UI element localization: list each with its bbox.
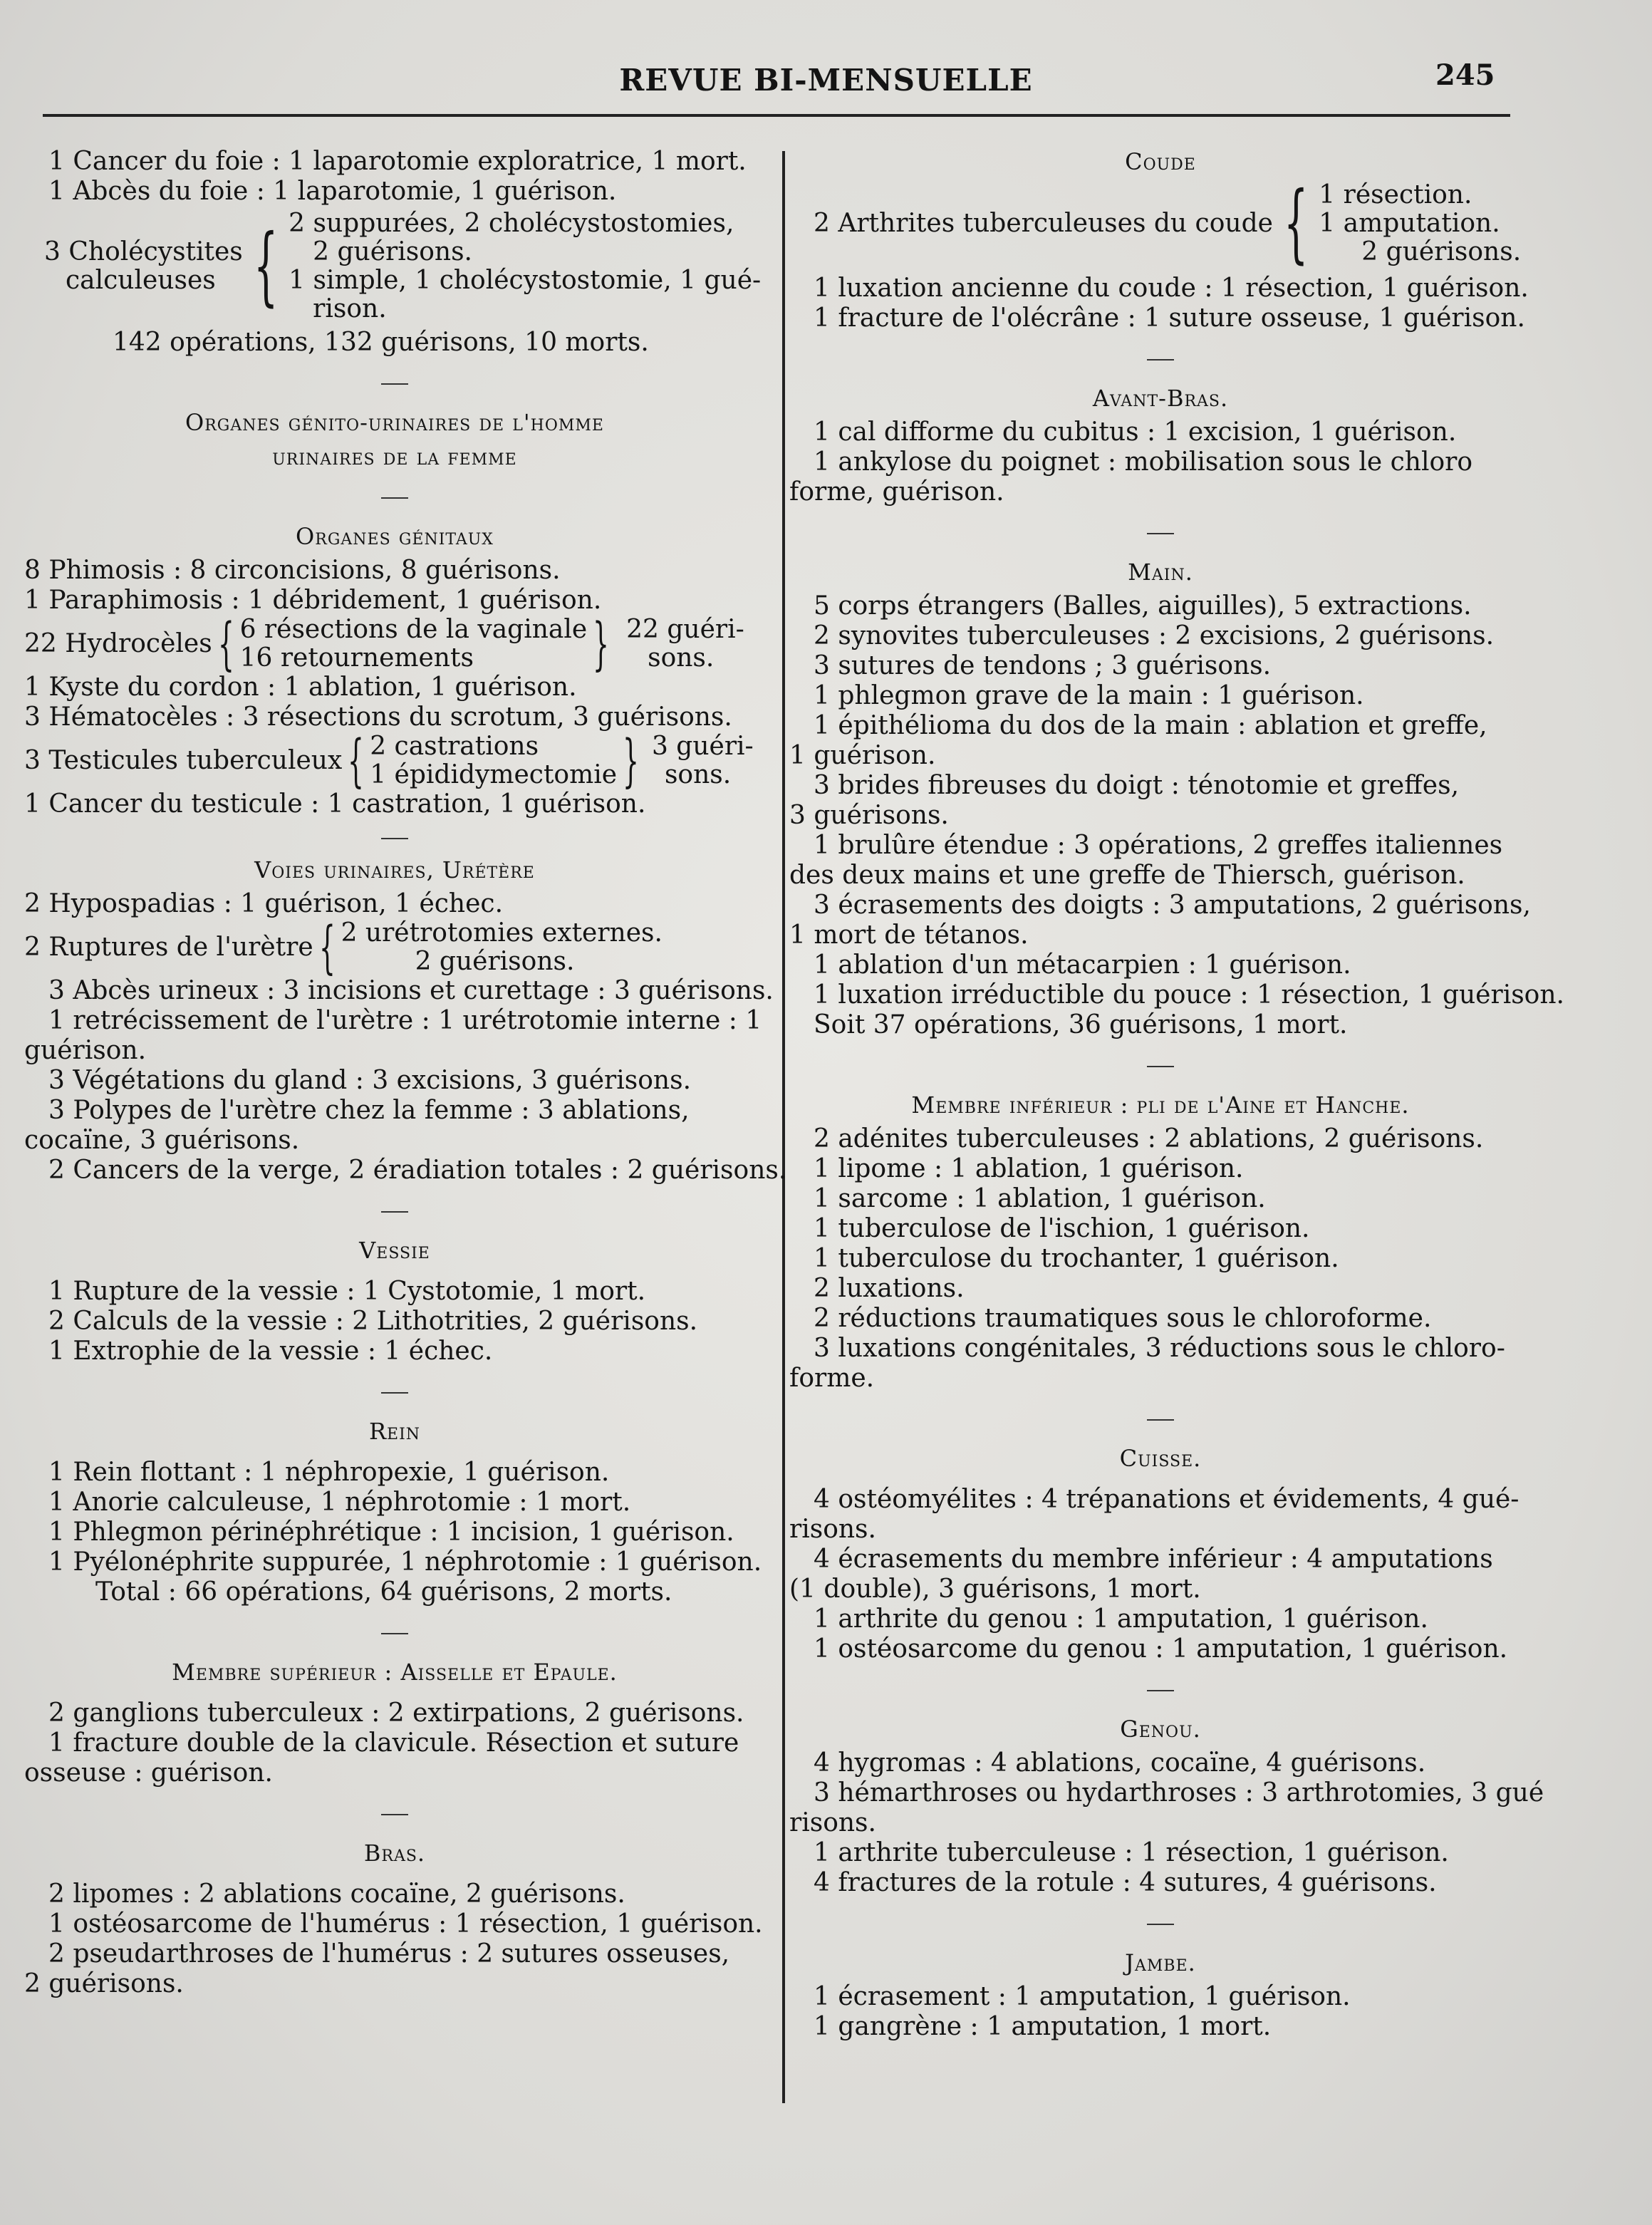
group-item: 6 résections de la vaginale <box>239 615 588 644</box>
entry-line: 1 mort de tétanos. <box>789 920 1029 950</box>
group-item: 2 guérisons. <box>415 947 575 976</box>
brace-glyph: } <box>593 611 610 677</box>
group-label: calculeuses <box>66 266 216 295</box>
brace-glyph: { <box>217 611 234 677</box>
entry-line: 3 Polypes de l'urètre chez la femme : 3 ablations, <box>48 1096 690 1125</box>
group-item: 2 castrations <box>370 732 539 761</box>
entry-line: 2 guérisons. <box>24 1969 184 1998</box>
section-total: Total : 66 opérations, 64 guérisons, 2 morts. <box>95 1577 672 1607</box>
entry-line: 3 Hématocèles : 3 résections du scrotum, 3 guérisons. <box>24 702 732 732</box>
page-number: 245 <box>1435 58 1495 92</box>
testicle-group <box>24 727 765 794</box>
entry-line: 1 sarcome : 1 ablation, 1 guérison. <box>814 1184 1266 1213</box>
section-heading: urinaires de la femme <box>272 443 517 470</box>
section-heading: Jambe. <box>1125 1949 1196 1976</box>
brace-glyph: { <box>318 914 336 980</box>
entry-line: 1 luxation ancienne du coude : 1 résection, 1 guérison. <box>814 274 1529 303</box>
group-item: 1 épididymectomie <box>370 760 618 789</box>
entry-line: 2 pseudarthroses de l'humérus : 2 sutures osseuses, <box>48 1939 730 1969</box>
entry-line: 1 fracture de l'olécrâne : 1 suture osseuse, 1 guérison. <box>814 304 1525 333</box>
group-item: 2 guérisons. <box>1361 237 1522 266</box>
entry-line: 3 Végétations du gland : 3 excisions, 3 guérisons. <box>48 1066 692 1095</box>
brace-glyph: { <box>1283 174 1309 273</box>
entry-line: 8 Phimosis : 8 circoncisions, 8 guérisons. <box>24 556 561 585</box>
brace-glyph: { <box>348 727 365 794</box>
section-heading: Rein <box>368 1418 421 1445</box>
page-header-title: REVUE BI-MENSUELLE <box>619 63 1033 98</box>
entry-line: 2 lipomes : 2 ablations cocaïne, 2 guérisons. <box>48 1879 625 1909</box>
hydrocele-group <box>24 611 765 677</box>
entry-line: 1 Pyélonéphrite suppurée, 1 néphrotomie : 1 guérison. <box>48 1547 762 1577</box>
group-item: 16 retournements <box>239 643 474 673</box>
separator-dash <box>789 517 1532 547</box>
entry-line: 1 écrasement : 1 amputation, 1 guérison. <box>814 1982 1351 2011</box>
separator-dash <box>789 1908 1532 1938</box>
entry-line: 3 brides fibreuses du doigt : ténotomie et greffes, <box>814 771 1460 800</box>
entry-line: 1 ablation d'un métacarpien : 1 guérison. <box>814 950 1351 980</box>
section-heading: Cuisse. <box>1119 1445 1202 1472</box>
group-item: 1 amputation. <box>1319 209 1500 238</box>
entry-line: forme. <box>789 1364 875 1393</box>
separator-dash <box>789 1404 1532 1433</box>
section-total: 142 opérations, 132 guérisons, 10 morts. <box>113 328 649 357</box>
section-heading: Membre supérieur : Aisselle et Epaule. <box>172 1659 618 1686</box>
entry-line: 4 écrasements du membre inférieur : 4 amputations <box>814 1545 1493 1574</box>
entry-line: 1 ostéosarcome de l'humérus : 1 résection, 1 guérison. <box>48 1909 763 1939</box>
cholecystitis-group <box>24 209 765 323</box>
group-item: 1 résection. <box>1319 180 1472 209</box>
section-heading: Bras. <box>363 1840 426 1867</box>
group-item: 2 guérisons. <box>313 237 472 266</box>
entry-line: 1 Paraphimosis : 1 débridement, 1 guérison. <box>24 586 602 615</box>
entry-line: 2 synovites tuberculeuses : 2 excisions, 2 guérisons. <box>814 621 1495 650</box>
entry-line: guérison. <box>24 1036 147 1065</box>
entry-line: 1 ostéosarcome du genou : 1 amputation, 1 guérison. <box>814 1634 1508 1664</box>
separator-dash <box>24 482 765 512</box>
entry-line: 1 tuberculose de l'ischion, 1 guérison. <box>814 1214 1310 1243</box>
separator-dash <box>24 1798 765 1828</box>
group-item: rison. <box>313 294 387 323</box>
entry-line: 1 épithélioma du dos de la main : ablation et greffe, <box>814 711 1487 740</box>
entry-line: 1 Abcès du foie : 1 laparotomie, 1 guérison. <box>48 177 617 206</box>
separator-dash <box>789 1674 1532 1704</box>
entry-line: 3 écrasements des doigts : 3 amputations, 2 guérisons, <box>814 891 1531 920</box>
separator-dash <box>789 1050 1532 1080</box>
entry-line: 1 Anorie calculeuse, 1 néphrotomie : 1 mort. <box>48 1488 631 1517</box>
group-result: 3 guéri- <box>651 732 754 761</box>
section-heading: Organes génito-urinaires de l'homme <box>185 409 604 436</box>
entry-line: 3 sutures de tendons ; 3 guérisons. <box>814 651 1272 680</box>
right-column <box>789 147 1564 2042</box>
section-heading: Avant-Bras. <box>1092 385 1229 412</box>
entry-line: des deux mains et une greffe de Thiersch, guérison. <box>789 861 1465 890</box>
entry-line: 1 tuberculose du trochanter, 1 guérison. <box>814 1244 1339 1273</box>
entry-line: 4 fractures de la rotule : 4 sutures, 4 guérisons. <box>814 1868 1437 1897</box>
brace-glyph: { <box>253 217 279 316</box>
header-rule <box>43 114 1510 117</box>
entry-line: 1 lipome : 1 ablation, 1 guérison. <box>814 1154 1244 1183</box>
section-heading: Coude <box>1125 148 1196 175</box>
entry-line: 1 guérison. <box>789 741 936 770</box>
entry-line: 2 ganglions tuberculeux : 2 extirpations, 2 guérisons. <box>48 1698 744 1728</box>
section-heading: Main. <box>1128 559 1193 586</box>
entry-line: 3 hémarthroses ou hydarthroses : 3 arthrotomies, 3 gué <box>814 1778 1544 1808</box>
entry-line: 1 fracture double de la clavicule. Résection et suture <box>48 1728 739 1758</box>
group-label: 2 Arthrites tuberculeuses du coude <box>814 209 1273 238</box>
entry-line: risons. <box>789 1808 876 1837</box>
urethra-rupture-group <box>24 914 765 980</box>
entry-line: 2 Cancers de la verge, 2 éradiation totales : 2 guérisons. <box>48 1156 787 1185</box>
entry-line: 1 arthrite du genou : 1 amputation, 1 guérison. <box>814 1604 1428 1634</box>
group-result: sons. <box>664 760 732 789</box>
entry-line: 1 ankylose du poignet : mobilisation sous le chloro <box>814 447 1473 477</box>
section-heading: Genou. <box>1120 1716 1201 1743</box>
entry-line: 3 Abcès urineux : 3 incisions et curettage : 3 guérisons. <box>48 976 774 1005</box>
separator-dash <box>24 822 765 852</box>
group-item: 2 suppurées, 2 cholécystostomies, <box>289 209 734 238</box>
section-heading: Vessie <box>359 1237 430 1264</box>
separator-dash <box>24 1617 765 1647</box>
entry-line: 1 cal difforme du cubitus : 1 excision, 1 guérison. <box>814 417 1457 447</box>
entry-line: 1 phlegmon grave de la main : 1 guérison. <box>814 681 1364 710</box>
separator-dash <box>24 368 765 398</box>
entry-line: 4 ostéomyélites : 4 trépanations et évidements, 4 gué- <box>814 1485 1519 1514</box>
group-label: 3 Cholécystites <box>44 237 243 266</box>
section-heading: Membre inférieur : pli de l'Aine et Hanche. <box>911 1091 1410 1119</box>
entry-line: 1 Cancer du testicule : 1 castration, 1 guérison. <box>24 789 646 819</box>
left-column <box>24 147 787 1999</box>
entry-line: 2 réductions traumatiques sous le chloroforme. <box>814 1304 1432 1333</box>
entry-line: risons. <box>789 1515 876 1544</box>
group-label: 2 Ruptures de l'urètre <box>24 933 313 962</box>
entry-line: 2 adénites tuberculeuses : 2 ablations, 2 guérisons. <box>814 1124 1484 1153</box>
group-label: 22 Hydrocèles <box>24 629 212 658</box>
separator-dash <box>789 343 1532 373</box>
separator-dash <box>24 1196 765 1225</box>
entry-line: Soit 37 opérations, 36 guérisons, 1 mort. <box>814 1010 1348 1039</box>
entry-line: 1 brulûre étendue : 3 opérations, 2 greffes italiennes <box>814 831 1503 860</box>
column-divider <box>782 151 785 2103</box>
entry-line: 2 luxations. <box>814 1274 965 1303</box>
entry-line: cocaïne, 3 guérisons. <box>24 1126 300 1155</box>
entry-line: 4 hygromas : 4 ablations, cocaïne, 4 guérisons. <box>814 1748 1426 1778</box>
entry-line: 1 luxation irréductible du pouce : 1 résection, 1 guérison. <box>814 980 1564 1010</box>
entry-line: 2 Calculs de la vessie : 2 Lithotrities, 2 guérisons. <box>48 1307 698 1336</box>
entry-line: 5 corps étrangers (Balles, aiguilles), 5 extractions. <box>814 591 1472 621</box>
entry-line: 1 retrécissement de l'urètre : 1 urétrotomie interne : 1 <box>48 1006 762 1035</box>
section-heading: Organes génitaux <box>296 523 494 550</box>
entry-line: 3 guérisons. <box>789 801 949 830</box>
group-result: sons. <box>648 643 715 673</box>
entry-line: 3 luxations congénitales, 3 réductions sous le chloro- <box>814 1334 1505 1363</box>
entry-line: 1 Rein flottant : 1 néphropexie, 1 guérison. <box>48 1458 610 1487</box>
brace-glyph: } <box>623 727 639 794</box>
entry-line: 1 gangrène : 1 amputation, 1 mort. <box>814 2012 1272 2041</box>
entry-line: 2 Hypospadias : 1 guérison, 1 échec. <box>24 889 504 918</box>
entry-line: 1 arthrite tuberculeuse : 1 résection, 1 guérison. <box>814 1838 1449 1867</box>
entry-line: forme, guérison. <box>789 477 1004 507</box>
entry-line: 1 Phlegmon périnéphrétique : 1 incision, 1 guérison. <box>48 1518 734 1547</box>
entry-line: (1 double), 3 guérisons, 1 mort. <box>789 1575 1201 1604</box>
entry-line: 1 Extrophie de la vessie : 1 échec. <box>48 1337 493 1366</box>
group-item: 1 simple, 1 cholécystostomie, 1 gué- <box>289 266 762 295</box>
entry-line: osseuse : guérison. <box>24 1758 273 1788</box>
section-heading: Voies urinaires, Urétère <box>254 856 535 883</box>
group-result: 22 guéri- <box>626 615 744 644</box>
separator-dash <box>24 1376 765 1406</box>
entry-line: 1 Kyste du cordon : 1 ablation, 1 guérison. <box>24 673 577 702</box>
entry-line: 1 Cancer du foie : 1 laparotomie exploratrice, 1 mort. <box>48 147 747 176</box>
group-label: 3 Testicules tuberculeux <box>24 746 343 775</box>
group-item: 2 urétrotomies externes. <box>341 918 663 948</box>
entry-line: 1 Rupture de la vessie : 1 Cystotomie, 1 mort. <box>48 1277 646 1306</box>
elbow-arthritis-group <box>789 174 1532 273</box>
